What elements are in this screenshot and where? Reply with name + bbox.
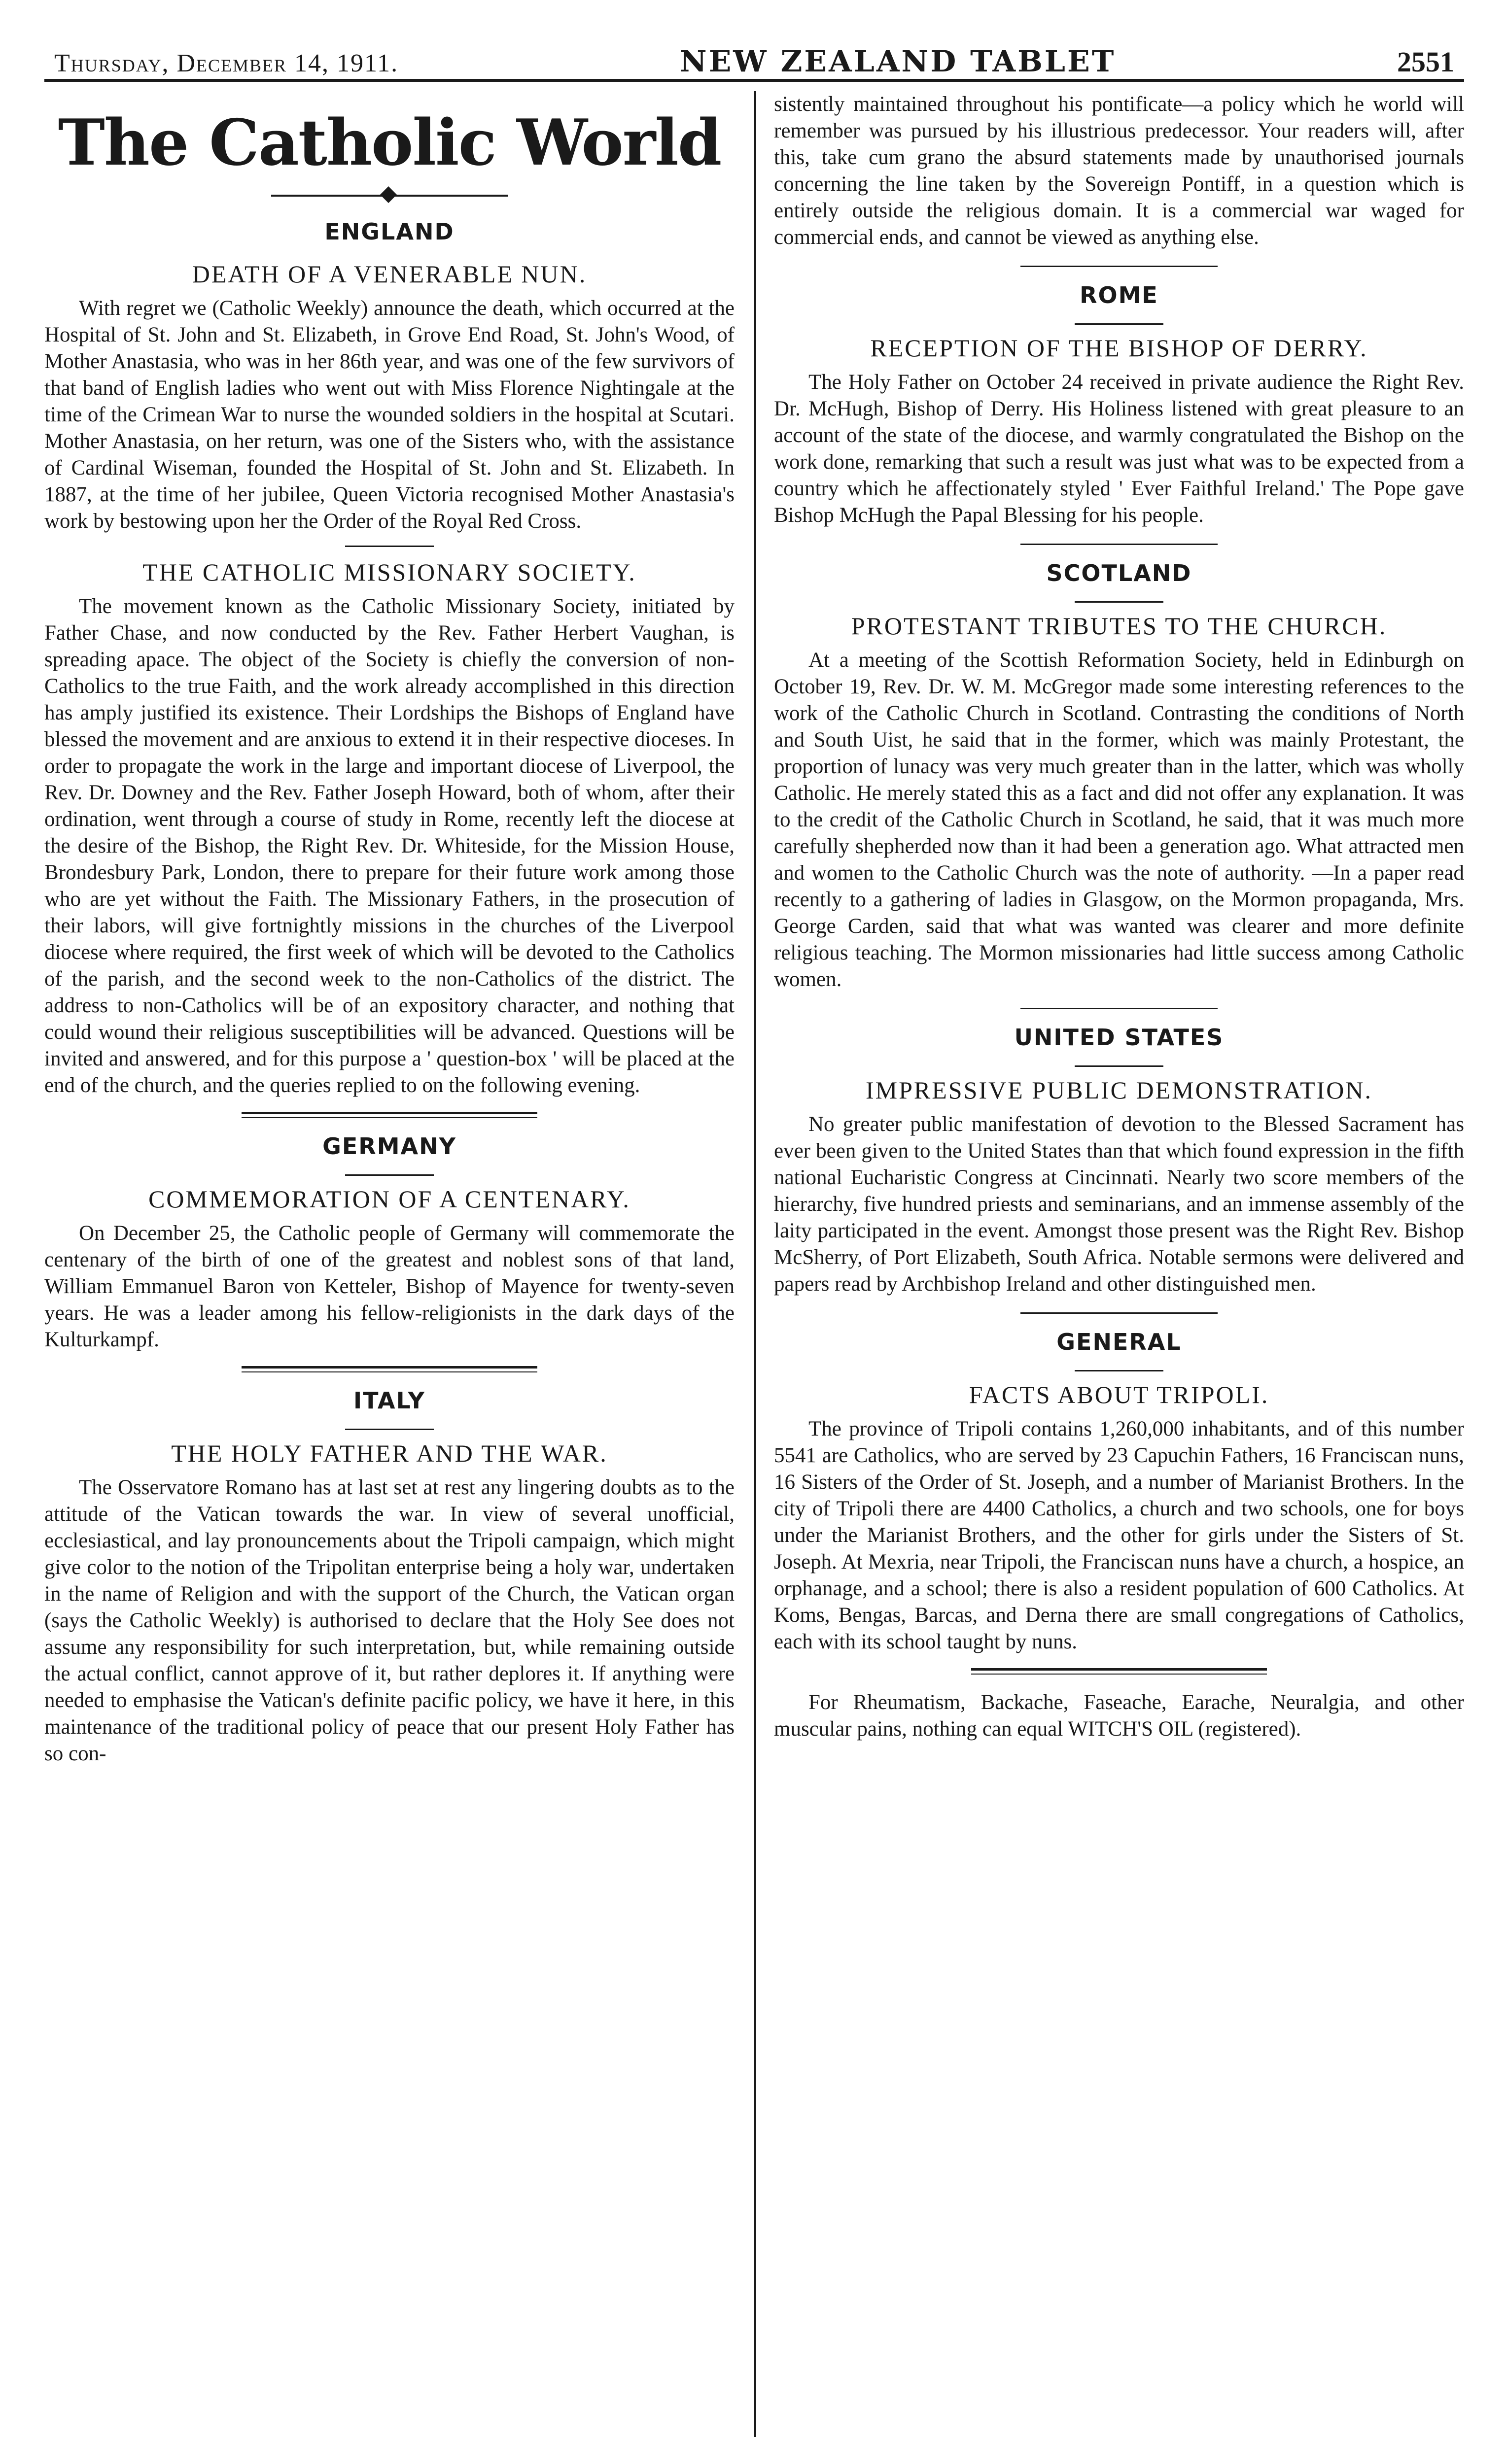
issue-date: Thursday, December 14, 1911. <box>54 49 399 77</box>
headline-centenary: COMMEMORATION OF A CENTENARY. <box>148 1185 630 1213</box>
country-germany: GERMANY <box>322 1133 456 1160</box>
article-nun: With regret we (Catholic Weekly) announce the death, which occurred at the Hospital of St. John and St. Elizabeth, in Grove End Road, St. John's Wood, of Mother Anastasia, who was in her 86th year, and was one of the few survivors of that band of English ladies who went out with Miss Florence Nightingale at the time of the Crimean War to nurse the wounded soldiers in the hospital at Scutari. Mother Anastasia, on her return, was one of the Sisters who, with the assistance of Cardinal Wiseman, founded the Hospital of St. John and St. Elizabeth. In 1887, at the time of her jubilee, Queen Victoria recognised Mother Anastasia's work by bestowing upon her the Order of the Royal Red Cross. <box>44 297 735 533</box>
article-italy-continued: sistently maintained throughout his pontificate—a policy which he world will remember was pursued by his illustrious predecessor. Your readers will, after this, take cum grano the absurd statements made by unauthorised journals concerning the line taken by the Sovereign Pontiff, in a question which is entirely outside the religious domain. It is a commercial war waged for commercial ends, and cannot be viewed as anything else. <box>774 93 1464 249</box>
country-general: GENERAL <box>1056 1329 1182 1355</box>
article-centenary: On December 25, the Catholic people of Germany will commemorate the centenary of the birth of one of the greatest and noblest sons of that land, William Emmanuel Baron von Ketteler, Bishop of Mayence for twenty-seven years. He was a leader among his fellow-religionists in the dark days of the Kulturkampf. <box>44 1222 735 1351</box>
article-derry: The Holy Father on October 24 received in private audience the Right Rev. Dr. McHugh, Bishop of Derry. His Holiness listened with great pleasure to an account of the state of the diocese, and warmly congratulated the Bishop on the work done, remarking that such a result was just what was to be expected from a country which he affectionately styled ' Ever Faithful Ireland.' The Pope gave Bishop McHugh the Papal Blessing for his people. <box>774 371 1464 527</box>
headline-protestant-tributes: PROTESTANT TRIBUTES TO THE CHURCH. <box>851 612 1387 640</box>
article-missionary: The movement known as the Catholic Missionary Society, initiated by Father Chase, and now conducted by the Rev. Father Herbert Vaughan, is spreading apace. The object of the Society is chiefly the conversion of non-Catholics to the true Faith, and the work already accomplished in this direction has amply justified its existence. Their Lordships the Bishops of England have blessed the movement and are anxious to extend it in their respective dioceses. In order to propagate the work in the large and important diocese of Liverpool, the Rev. Dr. Downey and the Rev. Father Joseph Howard, both of whom, after their ordination, went through a course of study in Rome, recently left the diocese at the desire of the Bishop, the Right Rev. Dr. Whiteside, for the Mission House, Brondesbury Park, London, there to prepare for their future work among those who are yet without the Faith. The Missionary Fathers, in the prosecution of their labors, will give fortnightly missions in the churches of the Liverpool diocese where required, the first week of which will be devoted to the Catholics of the parish, and the second week to the non-Catholics of the district. The address to non-Catholics will be of an expository character, and nothing that could wound their religious susceptibilities will be advanced. Questions will be invited and answered, and for this purpose a ' question-box ' will be placed at the end of the church, and the queries replied to on the following evening. <box>44 595 735 1097</box>
divider <box>1075 601 1163 603</box>
article-tripoli: The province of Tripoli contains 1,260,000 inhabitants, and of this number 5541 are Catholics, who are served by 23 Capuchin Fathers, 16 Franciscan nuns, 16 Sisters of the Order of St. Joseph, and a number of Marianist Brothers. In the city of Tripoli there are 4400 Catholics, a church and two schools, one for boys under the Marianist Brothers, and the other for girls under the Sisters of St. Joseph. At Mexria, near Tripoli, the Franciscan nuns have a church, a hospice, an orphanage, and a school; there is also a resident population of 600 Catholics. At Koms, Bengas, Barcas, and Derna there are small congregations of Catholics, each with its school taught by nuns. <box>774 1417 1464 1653</box>
column-divider <box>754 91 756 2437</box>
divider <box>345 1429 434 1430</box>
divider <box>345 546 434 547</box>
headline-demonstration: IMPRESSIVE PUBLIC DEMONSTRATION. <box>865 1076 1373 1104</box>
section-divider <box>1020 1008 1218 1009</box>
country-united-states: UNITED STATES <box>1014 1024 1224 1051</box>
page-header <box>44 44 1464 82</box>
section-divider <box>971 1668 1267 1675</box>
section-divider <box>242 1366 537 1372</box>
headline-holy-father-war: THE HOLY FATHER AND THE WAR. <box>171 1439 608 1467</box>
ornament-divider <box>271 195 508 199</box>
section-divider <box>1020 544 1218 545</box>
article-demonstration: No greater public manifestation of devotion to the Blessed Sacrament has ever been given to the United States than that which found expression in the fifth national Eucharistic Congress at Cincinnati. Nearly two score members of the hierarchy, five hundred priests and seminarians, and an immense assembly of the laity participated in the event. Amongst those present was the Right Rev. Bishop McSherry, of Port Elizabeth, South Africa. Notable sermons were delivered and papers read by Archbishop Ireland and other distinguished men. <box>774 1113 1464 1296</box>
divider <box>345 1174 434 1176</box>
newspaper-page <box>44 44 1464 2449</box>
divider <box>1075 1065 1163 1067</box>
headline-derry: RECEPTION OF THE BISHOP OF DERRY. <box>870 334 1368 362</box>
divider <box>1075 323 1163 325</box>
paper-title: NEW ZEALAND TABLET <box>679 44 1116 79</box>
article-holy-father-war: The Osservatore Romano has at last set at rest any lingering doubts as to the attitude of the Vatican towards the war. In view of several unofficial, ecclesiastical, and lay pronouncements about the Tripoli campaign, which might give color to the notion of the Tripolitan enterprise being a holy war, undertaken in the name of Religion and with the support of the Church, the Vatican organ (says the Catholic Weekly) is authorised to declare that the Holy See does not assume any responsibility for such interpretation, but, while remaining outside the actual conflict, cannot approve of it, but rather deplores it. If anything were needed to emphasise the Vatican's definite pacific policy, we have it here, in this maintenance of the traditional policy of peace that our present Holy Father has so con- <box>44 1476 735 1765</box>
country-scotland: SCOTLAND <box>1046 560 1192 586</box>
country-italy: ITALY <box>353 1387 425 1414</box>
country-rome: ROME <box>1080 282 1158 308</box>
headline-tripoli: FACTS ABOUT TRIPOLI. <box>969 1381 1269 1408</box>
country-england: ENGLAND <box>324 218 455 245</box>
section-divider <box>1020 1312 1218 1314</box>
headline-nun: DEATH OF A VENERABLE NUN. <box>192 260 587 288</box>
section-masthead: The Catholic World <box>58 106 721 180</box>
divider <box>1075 1370 1163 1371</box>
headline-missionary: THE CATHOLIC MISSIONARY SOCIETY. <box>142 558 636 586</box>
section-divider <box>242 1112 537 1118</box>
page-number: 2551 <box>1397 46 1454 78</box>
advertisement: For Rheumatism, Backache, Faseache, Earache, Neuralgia, and other muscular pains, nothing can equal WITCH'S OIL (registered). <box>774 1691 1464 1741</box>
section-divider <box>1020 266 1218 267</box>
left-column <box>44 91 735 1767</box>
article-protestant-tributes: At a meeting of the Scottish Reformation Society, held in Edinburgh on October 19, Rev. Dr. W. M. McGregor made some interesting references to the work of the Catholic Church in Scotland. Contrasting the conditions of North and South Uist, he said that in the former, which was mainly Protestant, the proportion of lunacy was very much greater than in the latter, which was wholly Catholic. He merely stated this as a fact and did not offer any explanation. It was to the credit of the Catholic Church in Scotland, he said, that it was much more carefully shepherded now than it had been a generation ago. What attracted men and women to the Catholic Church was the note of authority. —In a paper read recently to a gathering of ladies in Glasgow, on the Mormon propaganda, Mrs. George Carden, said that what was wanted was clearer and more definite religious teaching. The Mormon missionaries had little success among Catholic women. <box>774 649 1464 991</box>
columns <box>44 91 1464 2447</box>
right-column <box>774 91 1464 1743</box>
